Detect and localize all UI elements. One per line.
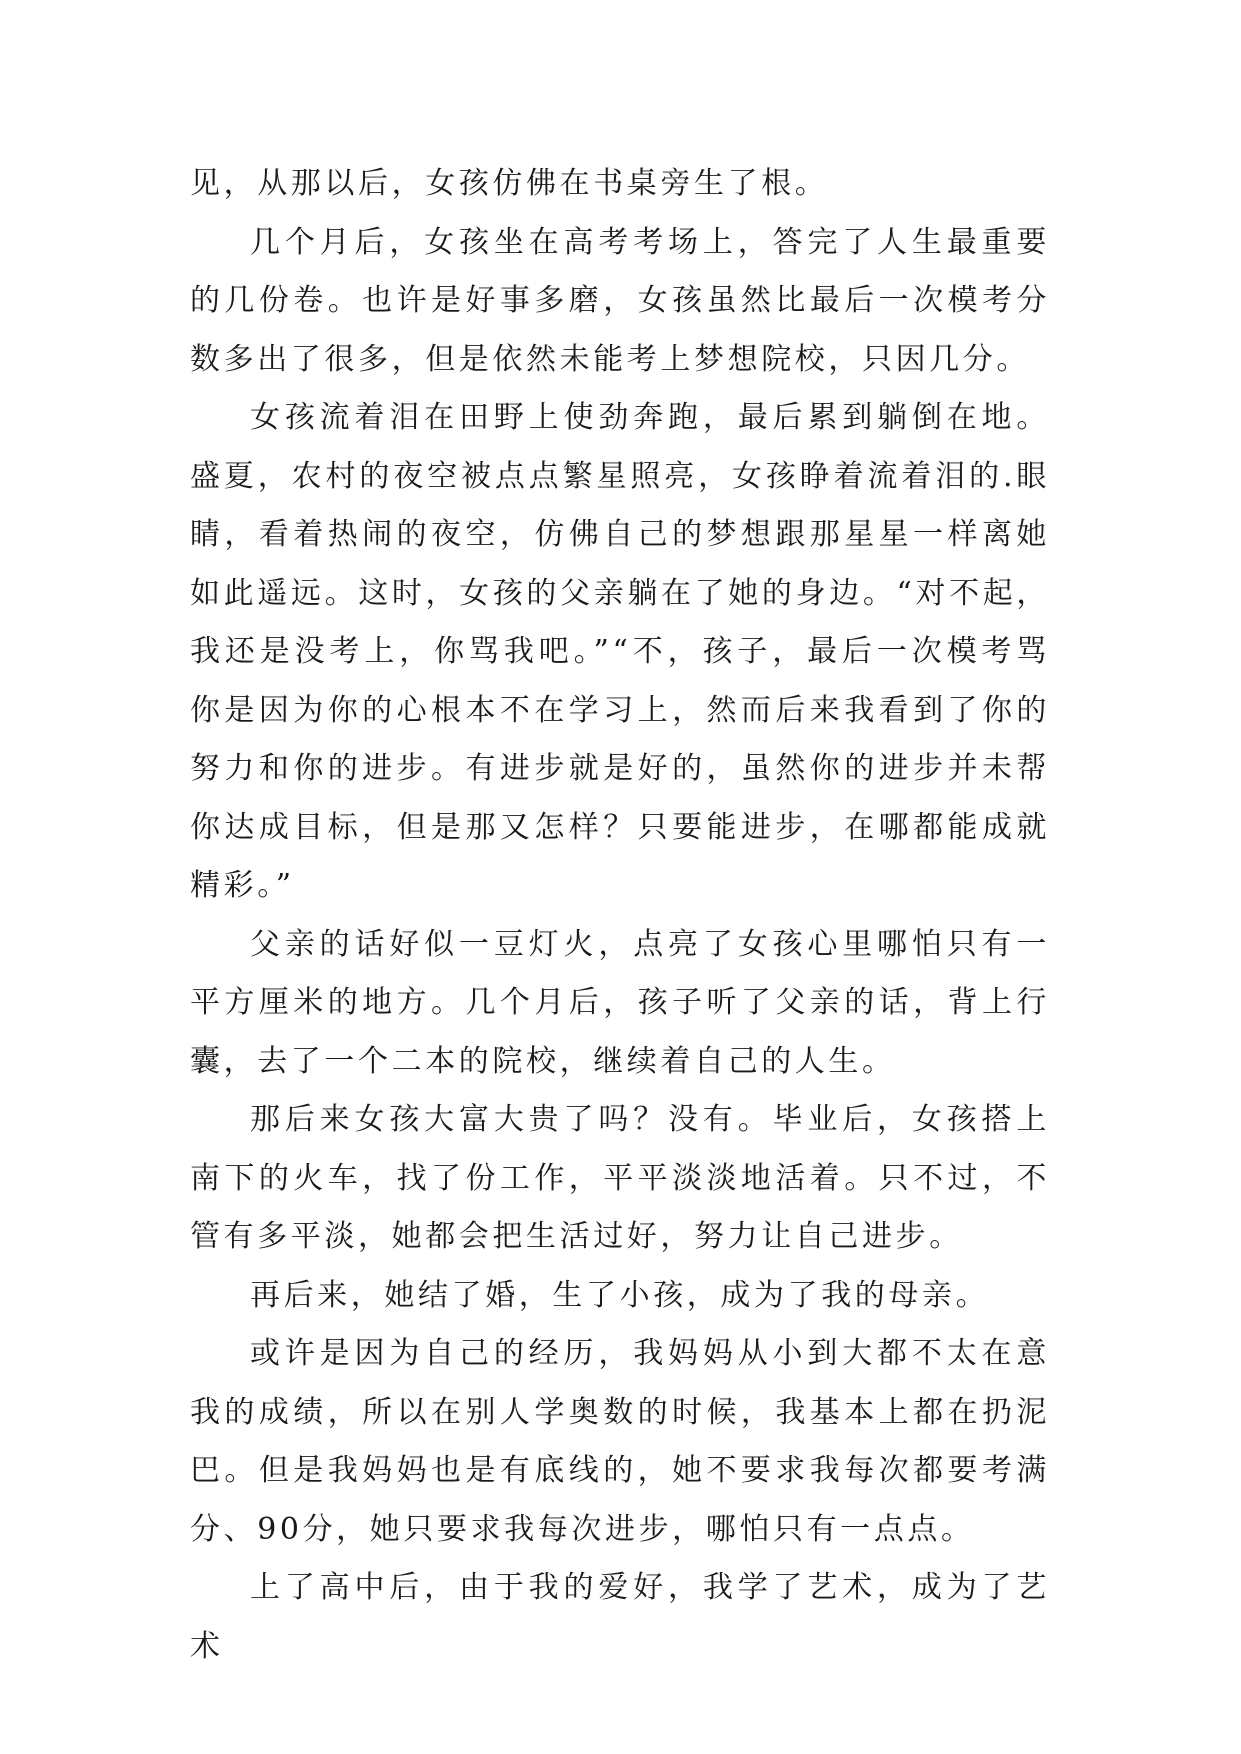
paragraph-8: 上了高中后，由于我的爱好，我学了艺术，成为了艺术 [190,1570,1050,1664]
paragraph-2: 几个月后，女孩坐在高考考场上，答完了人生最重要的几份卷。也许是好事多磨，女孩虽然比最后一次模考分数多出了很多，但是依然未能考上梦想院校，只因几分。 [190,224,1050,377]
paragraph-7: 或许是因为自己的经历，我妈妈从小到大都不太在意我的成绩，所以在别人学奥数的时候，我基本上都在扔泥巴。但是我妈妈也是有底线的，她不要求我每次都要考满分、90分，她只要求我每次进步，哪怕只有一点点。 [190,1336,1050,1547]
paragraph-3: 女孩流着泪在田野上使劲奔跑，最后累到躺倒在地。盛夏，农村的夜空被点点繁星照亮，女孩睁着流着泪的.眼睛，看着热闹的夜空，仿佛自己的梦想跟那星星一样离她如此遥远。这时，女孩的父亲躺在了她的身边。“对不起，我还是没考上，你骂我吧。”“不，孩子，最后一次模考骂你是因为你的心根本不在学习上，然而后来我看到了你的努力和你的进步。有进步就是好的，虽然你的进步并未帮你达成目标，但是那又怎样？只要能进步，在哪都能成就精彩。” [190,400,1050,903]
paragraph-6: 再后来，她结了婚，生了小孩，成为了我的母亲。 [250,1277,990,1313]
body-text [190,155,1050,1676]
paragraph-4: 父亲的话好似一豆灯火，点亮了女孩心里哪怕只有一平方厘米的地方。几个月后，孩子听了父亲的话，背上行囊，去了一个二本的院校，继续着自己的人生。 [190,926,1050,1079]
paragraph-5: 那后来女孩大富大贵了吗？没有。毕业后，女孩搭上南下的火车，找了份工作，平平淡淡地活着。只不过，不管有多平淡，她都会把生活过好，努力让自己进步。 [190,1102,1050,1254]
paragraph-1: 见，从那以后，女孩仿佛在书桌旁生了根。 [190,166,829,201]
